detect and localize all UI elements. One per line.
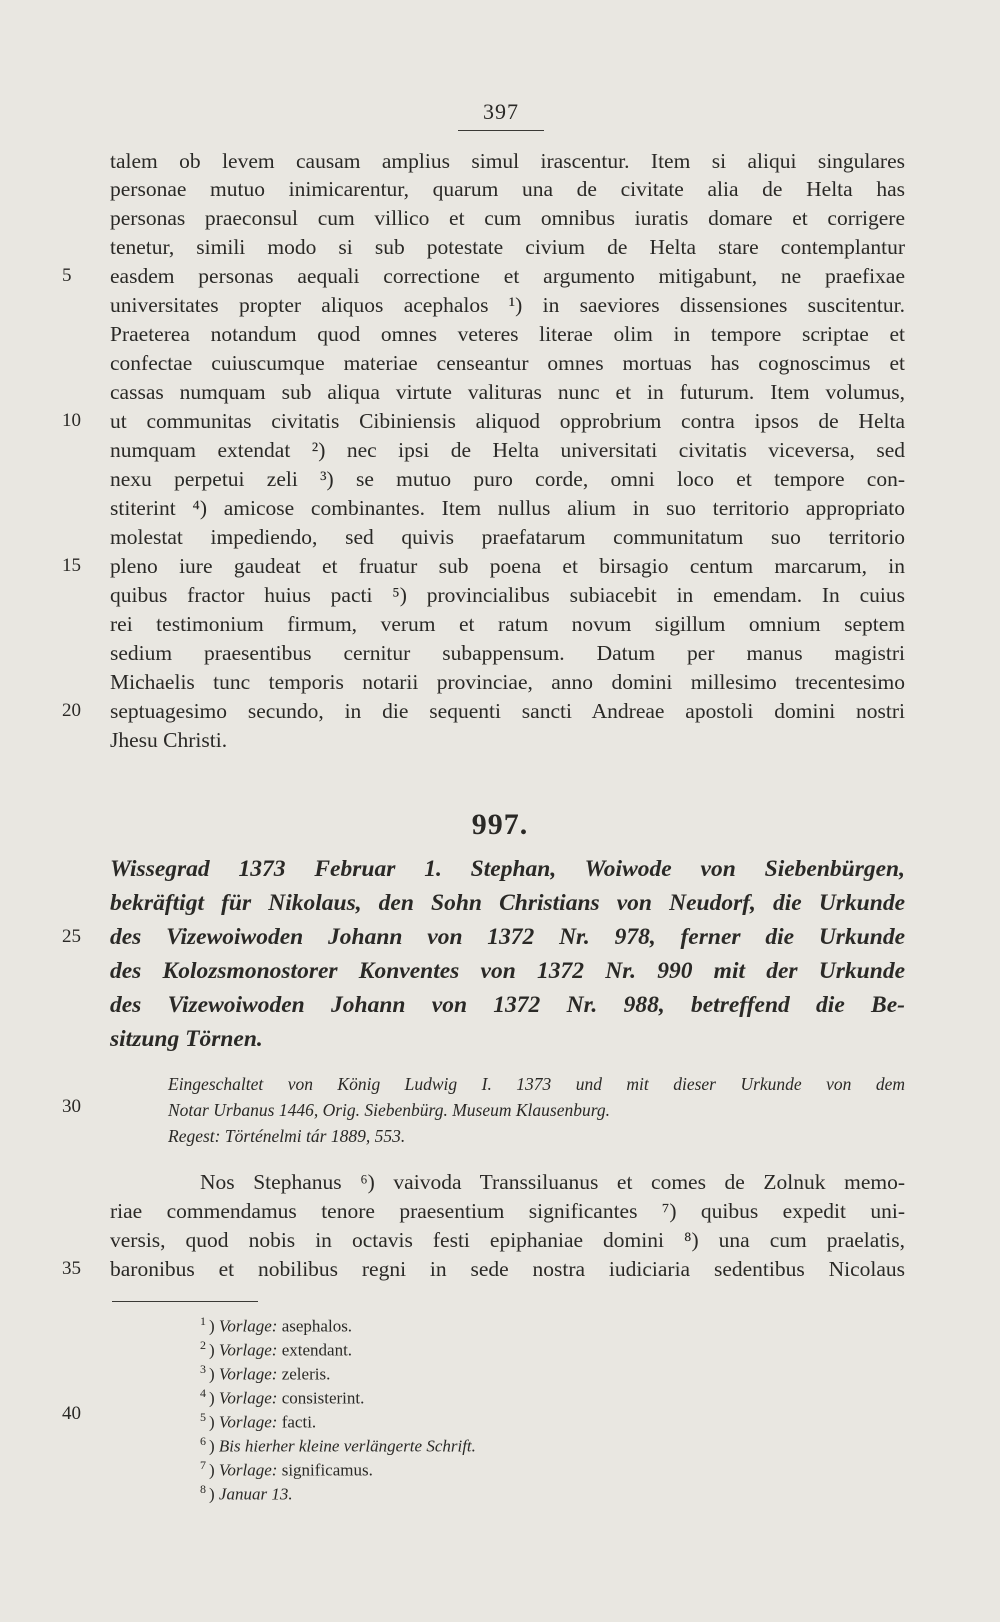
footnote-label: Vorlage: [218,1340,278,1360]
footnote-text: zeleris. [281,1364,331,1384]
source-line: Notar Urbanus 1446, Orig. Siebenbürg. Museum Klausenburg. [168,1100,611,1120]
footnote-mark: 6 [200,1434,206,1448]
text-line: easdem personas aequali correctione et argumento mitigabunt, ne praefixae [110,264,905,288]
text-line: universitates propter aliquos acephalos ¹) in saeviores dissensiones suscitentur. [110,293,905,317]
text-line: versis, quod nobis in octavis festi epiphaniae domini ⁸) una cum praelatis, [110,1228,905,1252]
page-number: 397 [483,99,519,124]
page-number-rule [458,130,544,131]
text-line: Michaelis tunc temporis notarii provinciae, anno domini millesimo trecentesimo [110,670,905,694]
footnote-text: Januar 13. [218,1484,293,1504]
text-line: Praeterea notandum quod omnes veteres literae olim in tempore scriptae et [110,322,905,346]
footnote: $^3$ ) Vorlage: zeleris. [200,1362,331,1384]
text-line: molestat impediendo, sed quivis praefatarum communitatum suo territorio [110,525,905,549]
footnote: $^1$ ) Vorlage: asephalos. [200,1314,353,1336]
text-line: personae mutuo inimicarentur, quarum una de civitate alia de Helta has [110,177,905,201]
footnote-mark: 8 [200,1482,206,1496]
text-line: riae commendamus tenore praesentium significantes ⁷) quibus expedit uni- [110,1199,905,1223]
margin-line-number: 40 [62,1403,81,1424]
margin-line-number: 25 [62,926,81,947]
text-line: sedium praesentibus cernitur subappensum. Datum per manus magistri [110,641,905,665]
footnote-mark: 1 [200,1314,206,1328]
text-line: quibus fractor huius pacti ⁵) provincialibus subiacebit in emendam. In cuius [110,583,905,607]
footnote-label: Vorlage: [218,1364,278,1384]
document-number: 997. [471,808,529,841]
heading-line: des Vizewoiwoden Johann von 1372 Nr. 978, ferner die Urkunde [110,924,905,950]
footnote-label: Vorlage: [218,1388,278,1408]
margin-line-number: 5 [62,265,72,286]
margin-line-number: 30 [62,1096,81,1117]
text-line: personas praeconsul cum villico et cum omnibus iuratis domare et corrigere [110,206,905,230]
text-line: confectae cuiuscumque materiae censeantur omnes mortuas has cognoscimus et [110,351,905,375]
heading-line: Wissegrad 1373 Februar 1. Stephan, Woiwode von Siebenbürgen, [110,856,905,882]
footnote: $^4$ ) Vorlage: consisterint. [200,1386,365,1408]
text-line: stiterint ⁴) amicose combinantes. Item nullus alium in suo territorio appropriato [110,496,905,520]
footnote-mark: 7 [200,1458,206,1472]
margin-line-number: 10 [62,410,81,431]
margin-line-number: 15 [62,555,81,576]
heading-line: des Vizewoiwoden Johann von 1372 Nr. 988, betreffend die Be- [110,992,905,1018]
footnote: $^7$ ) Vorlage: significamus. [200,1458,373,1480]
heading-line: des Kolozsmonostorer Konventes von 1372 Nr. 990 mit der Urkunde [110,958,905,984]
footnote-text: significamus. [281,1460,373,1480]
footnote-label: Vorlage: [218,1316,278,1336]
footnote-mark: 5 [200,1410,206,1424]
text-line: cassas numquam sub aliqua virtute valituras nunc et in futurum. Item volumus, [110,380,905,404]
text-line: Jhesu Christi. [110,728,228,752]
footnote-text: extendant. [281,1340,353,1360]
heading-line: sitzung Törnen. [110,1026,263,1052]
footnote-mark: 4 [200,1386,206,1400]
footnote-label: Vorlage: [218,1460,278,1480]
footnote-rule [112,1301,258,1302]
footnote-mark: 3 [200,1362,206,1376]
text-line: septuagesimo secundo, in die sequenti sancti Andreae apostoli domini nostri [110,699,905,723]
text-line: Nos Stephanus ⁶) vaivoda Transsiluanus et comes de Zolnuk memo- [200,1170,905,1194]
text-line: nexu perpetui zeli ³) se mutuo puro corde, omni loco et tempore con- [110,467,905,491]
footnote: $^8$ ) Januar 13. [200,1482,293,1504]
source-line: Regest: Történelmi tár 1889, 553. [168,1126,406,1146]
footnote-text: asephalos. [281,1316,353,1336]
margin-line-number: 20 [62,700,81,721]
footnote: $^2$ ) Vorlage: extendant. [200,1338,353,1360]
footnote-text: facti. [281,1412,317,1432]
text-line: baronibus et nobilibus regni in sede nostra iudiciaria sedentibus Nicolaus [110,1257,905,1281]
text-line: pleno iure gaudeat et fruatur sub poena et birsagio centum marcarum, in [110,554,905,578]
text-line: ut communitas civitatis Cibiniensis aliquod opprobrium contra ipsos de Helta [110,409,905,433]
text-line: talem ob levem causam amplius simul irascentur. Item si aliqui singulares [110,149,905,173]
footnote-text: consisterint. [281,1388,365,1408]
text-line: rei testimonium firmum, verum et ratum novum sigillum omnium septem [110,612,905,636]
text-line: tenetur, simili modo si sub potestate civium de Helta stare contemplantur [110,235,905,259]
footnote-text: Bis hierher kleine verlängerte Schrift. [218,1436,476,1456]
heading-line: bekräftigt für Nikolaus, den Sohn Christians von Neudorf, die Urkunde [110,890,905,916]
footnote: $^5$ ) Vorlage: facti. [200,1410,317,1432]
text-line: numquam extendat ²) nec ipsi de Helta universitati civitatis viceversa, sed [110,438,905,462]
footnote-label: Vorlage: [218,1412,278,1432]
margin-line-number: 35 [62,1258,81,1279]
source-line: Eingeschaltet von König Ludwig I. 1373 und mit dieser Urkunde von dem [168,1074,905,1094]
footnote: $^6$ ) Bis hierher kleine verlängerte Schrift. [200,1434,476,1456]
footnote-mark: 2 [200,1338,206,1352]
